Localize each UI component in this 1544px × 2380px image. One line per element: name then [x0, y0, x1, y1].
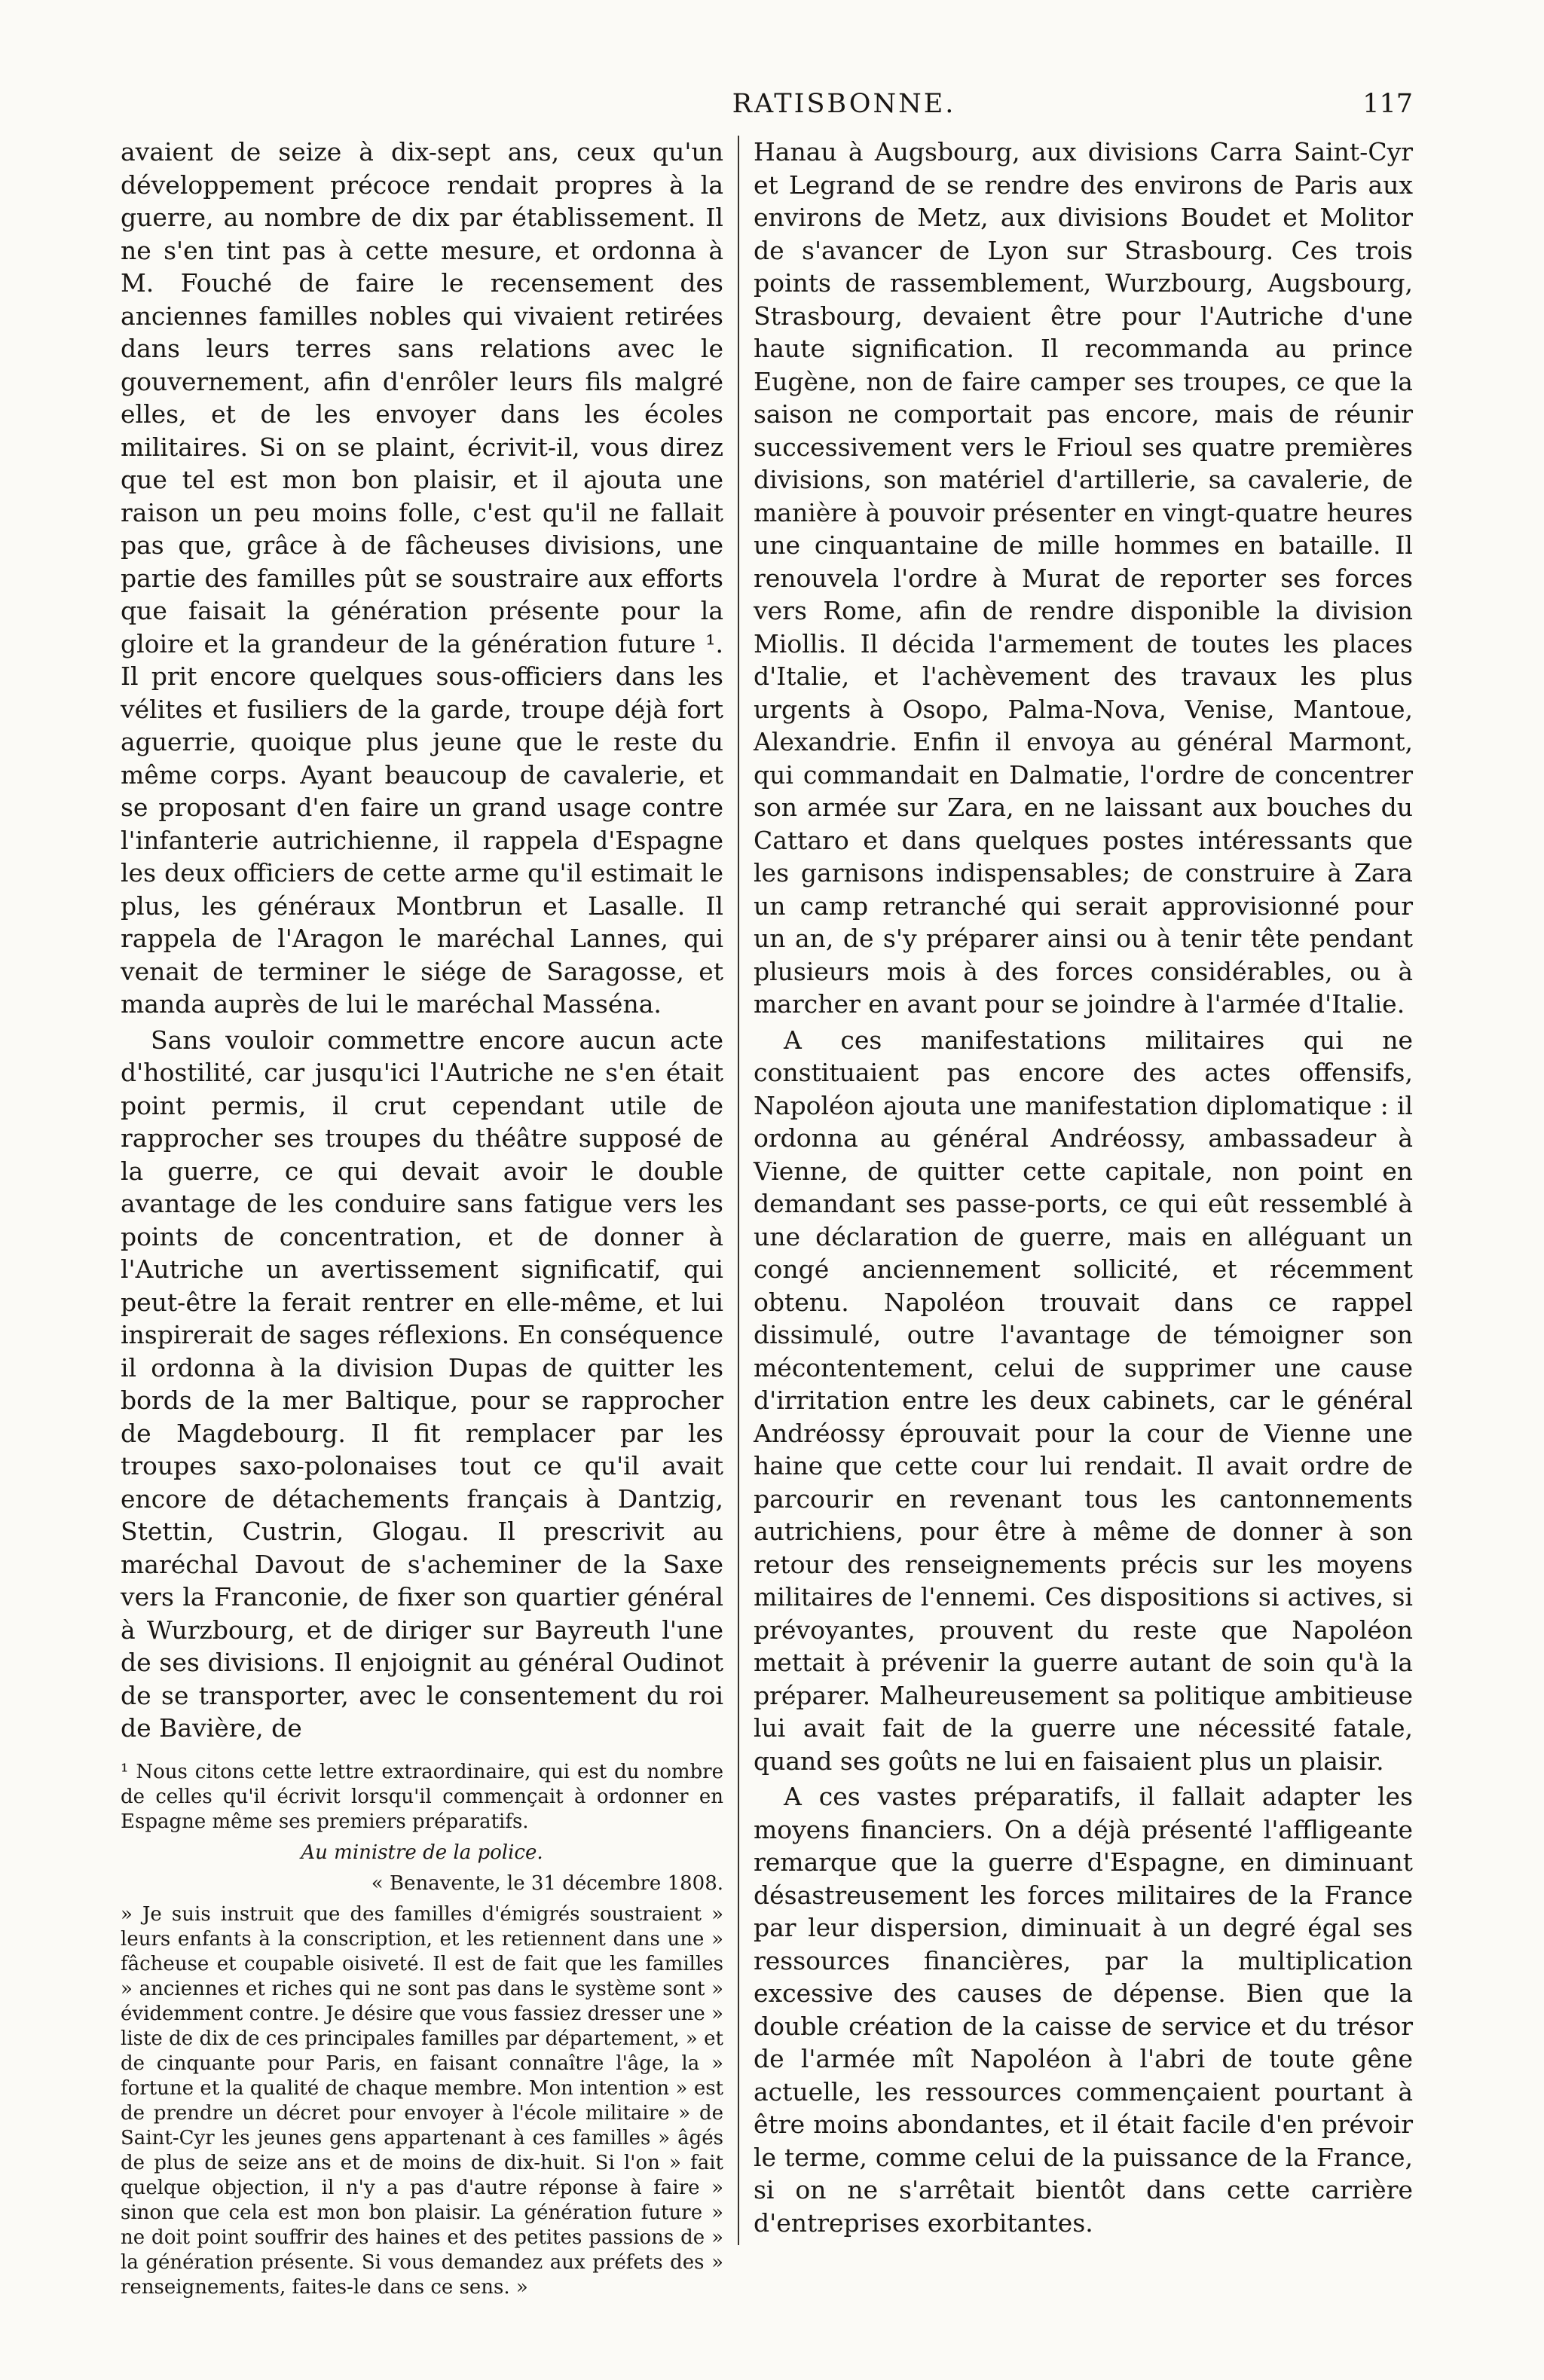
right-paragraph-2: A ces manifestations militaires qui ne constituaient pas encore des actes offensifs, Napoléon ajouta une manifestation diplomatique : il ordonna au général Andréossy, ambassadeur à Vienne, de quitter cette capitale, non point en demandant ses passe-ports, ce qui eût ressemblé à une déclaration de guerre, mais en alléguant un congé anciennement sollicité, et récemment obtenu. Napoléon trouvait dans ce rappel dissimulé, outre l'avantage de témoigner son mécontentement, celui de supprimer une cause d'irritation entre les deux cabinets, car le général Andréossy éprouvait pour la cour de Vienne une haine que cette cour lui rendait. Il avait ordre de parcourir en revenant tous les cantonnements autrichiens, pour être à même de donner à son retour des renseignements précis sur les moyens militaires de l'ennemi. Ces dispositions si actives, si prévoyantes, prouvent du reste que Napoléon mettait à prévenir la guerre autant de soin qu'à la préparer. Malheureusement sa politique ambitieuse lui avait fait de la guerre une nécessité fatale, quand ses goûts ne lui en faisaient plus un plaisir.	[754, 1025, 1413, 1776]
footnote-letter-title: Au ministre de la police.	[301, 1841, 543, 1864]
page-number: 117	[1362, 89, 1413, 119]
footnote-letter-date: « Benavente, le 31 décembre 1808.	[371, 1871, 723, 1895]
footnote-block	[121, 1760, 723, 2300]
right-paragraph-1: Hanau à Augsbourg, aux divisions Carra Saint-Cyr et Legrand de se rendre des environs de Paris aux environs de Metz, aux divisions Boudet et Molitor de s'avancer de Lyon sur Strasbourg. Ces trois points de rassemblement, Wurzbourg, Augsbourg, Strasbourg, devaient être pour l'Autriche d'une haute signification. Il recommanda au prince Eugène, non de faire camper ses troupes, ce que la saison ne comportait pas encore, mais de réunir successivement vers le Frioul ses quatre premières divisions, son matériel d'artillerie, sa cavalerie, de manière à pouvoir présenter en vingt-quatre heures une cinquantaine de mille hommes en bataille. Il renouvela l'ordre à Murat de reporter ses forces vers Rome, afin de rendre disponible la division Miollis. Il décida l'armement de toutes les places d'Italie, et l'achèvement des travaux les plus urgents à Osopo, Palma-Nova, Venise, Mantoue, Alexandrie. Enfin il envoya au général Marmont, qui commandait en Dalmatie, l'ordre de concentrer son armée sur Zara, en ne laissant aux bouches du Cattaro et dans quelques postes intéressants que les garnisons indispensables; de construire à Zara un camp retranché qui serait approvisionné pour un an, de s'y préparer ainsi ou à tenir tête pendant plusieurs mois à des forces considérables, ou à marcher en avant pour se joindre à l'armée d'Italie.	[754, 137, 1413, 1019]
running-title: RATISBONNE.	[732, 89, 956, 119]
right-column	[754, 136, 1413, 2242]
left-paragraph-2: Sans vouloir commettre encore aucun acte d'hostilité, car jusqu'ici l'Autriche ne s'en était point permis, il crut cependant utile de rapprocher ses troupes du théâtre supposé de la guerre, ce qui devait avoir le double avantage de les conduire sans fatigue vers les points de concentration, et de donner à l'Autriche un avertissement significatif, qui peut-être la ferait rentrer en elle-même, et lui inspirerait de sages réflexions. En conséquence il ordonna à la division Dupas de quitter les bords de la mer Baltique, pour se rapprocher de Magdebourg. Il fit remplacer par les troupes saxo-polonaises tout ce qu'il avait encore de détachements français à Dantzig, Stettin, Custrin, Glogau. Il prescrivit au maréchal Davout de s'acheminer de la Saxe vers la Franconie, de fixer son quartier général à Wurzbourg, et de diriger sur Bayreuth l'une de ses divisions. Il enjoignit au général Oudinot de se transporter, avec le consentement du roi de Bavière, de	[121, 1025, 723, 1743]
left-paragraph-1: avaient de seize à dix-sept ans, ceux qu'un développement précoce rendait propres à la guerre, au nombre de dix par établissement. Il ne s'en tint pas à cette mesure, et ordonna à M. Fouché de faire le recensement des anciennes familles nobles qui vivaient retirées dans leurs terres sans relations avec le gouvernement, afin d'enrôler leurs fils malgré elles, et de les envoyer dans les écoles militaires. Si on se plaint, écrivit-il, vous direz que tel est mon bon plaisir, et il ajouta une raison un peu moins folle, c'est qu'il ne fallait pas que, grâce à de fâcheuses divisions, une partie des familles pût se soustraire aux efforts que faisait la génération présente pour la gloire et la grandeur de la génération future ¹. Il prit encore quelques sous-officiers dans les vélites et fusiliers de la garde, troupe déjà fort aguerrie, quoique plus jeune que le reste du même corps. Ayant beaucoup de cavalerie, et se proposant d'en faire un grand usage contre l'infanterie autrichienne, il rappela d'Espagne les deux officiers de cette arme qu'il estimait le plus, les généraux Montbrun et Lasalle. Il rappela de l'Aragon le maréchal Lannes, qui venait de terminer le siége de Saragosse, et manda auprès de lui le maréchal Masséna.	[121, 137, 723, 1019]
footnote-text: ¹ Nous citons cette lettre extraordinaire, qui est du nombre de celles qu'il écrivit lorsqu'il commençait à ordonner en Espagne même ses premiers préparatifs.	[121, 1760, 723, 1833]
footnote-letter-body: » Je suis instruit que des familles d'émigrés soustraient » leurs enfants à la conscription, et les retiennent dans une » fâcheuse et coupable oisiveté. Il est de fait que les familles » anciennes et riches qui ne sont pas dans le système sont » évidemment contre. Je désire que vous fassiez dresser une » liste de dix de ces principales familles par département, » et de cinquante pour Paris, en faisant connaître l'âge, la » fortune et la qualité de chaque membre. Mon intention » est de prendre un décret pour envoyer à l'école militaire » de Saint-Cyr les jeunes gens appartenant à ces familles » âgés de plus de seize ans et de moins de dix-huit. Si l'on » fait quelque objection, il n'y a pas d'autre réponse à faire » sinon que cela est mon bon plaisir. La génération future » ne doit point souffrir des haines et des petites passions de » la génération présente. Si vous demandez aux préfets des » renseignements, faites-le dans ce sens. »	[121, 1902, 723, 2299]
right-paragraph-3: A ces vastes préparatifs, il fallait adapter les moyens financiers. On a déjà présenté l'affligeante remarque que la guerre d'Espagne, en diminuant désastreusement les forces militaires de la France par leur dispersion, diminuait à un degré égal ses ressources financières, par la multiplication excessive des causes de dépense. Bien que la double création de la caisse de service et du trésor de l'armée mît Napoléon à l'abri de toute gêne actuelle, les ressources commençaient pourtant à être moins abondantes, et il était facile d'en prévoir le terme, comme celui de la puissance de la France, si on ne s'arrêtait bientôt dans cette carrière d'entreprises exorbitantes.	[754, 1782, 1413, 2238]
left-column	[121, 136, 723, 2306]
column-divider	[738, 136, 739, 2245]
page-header	[121, 89, 1413, 125]
